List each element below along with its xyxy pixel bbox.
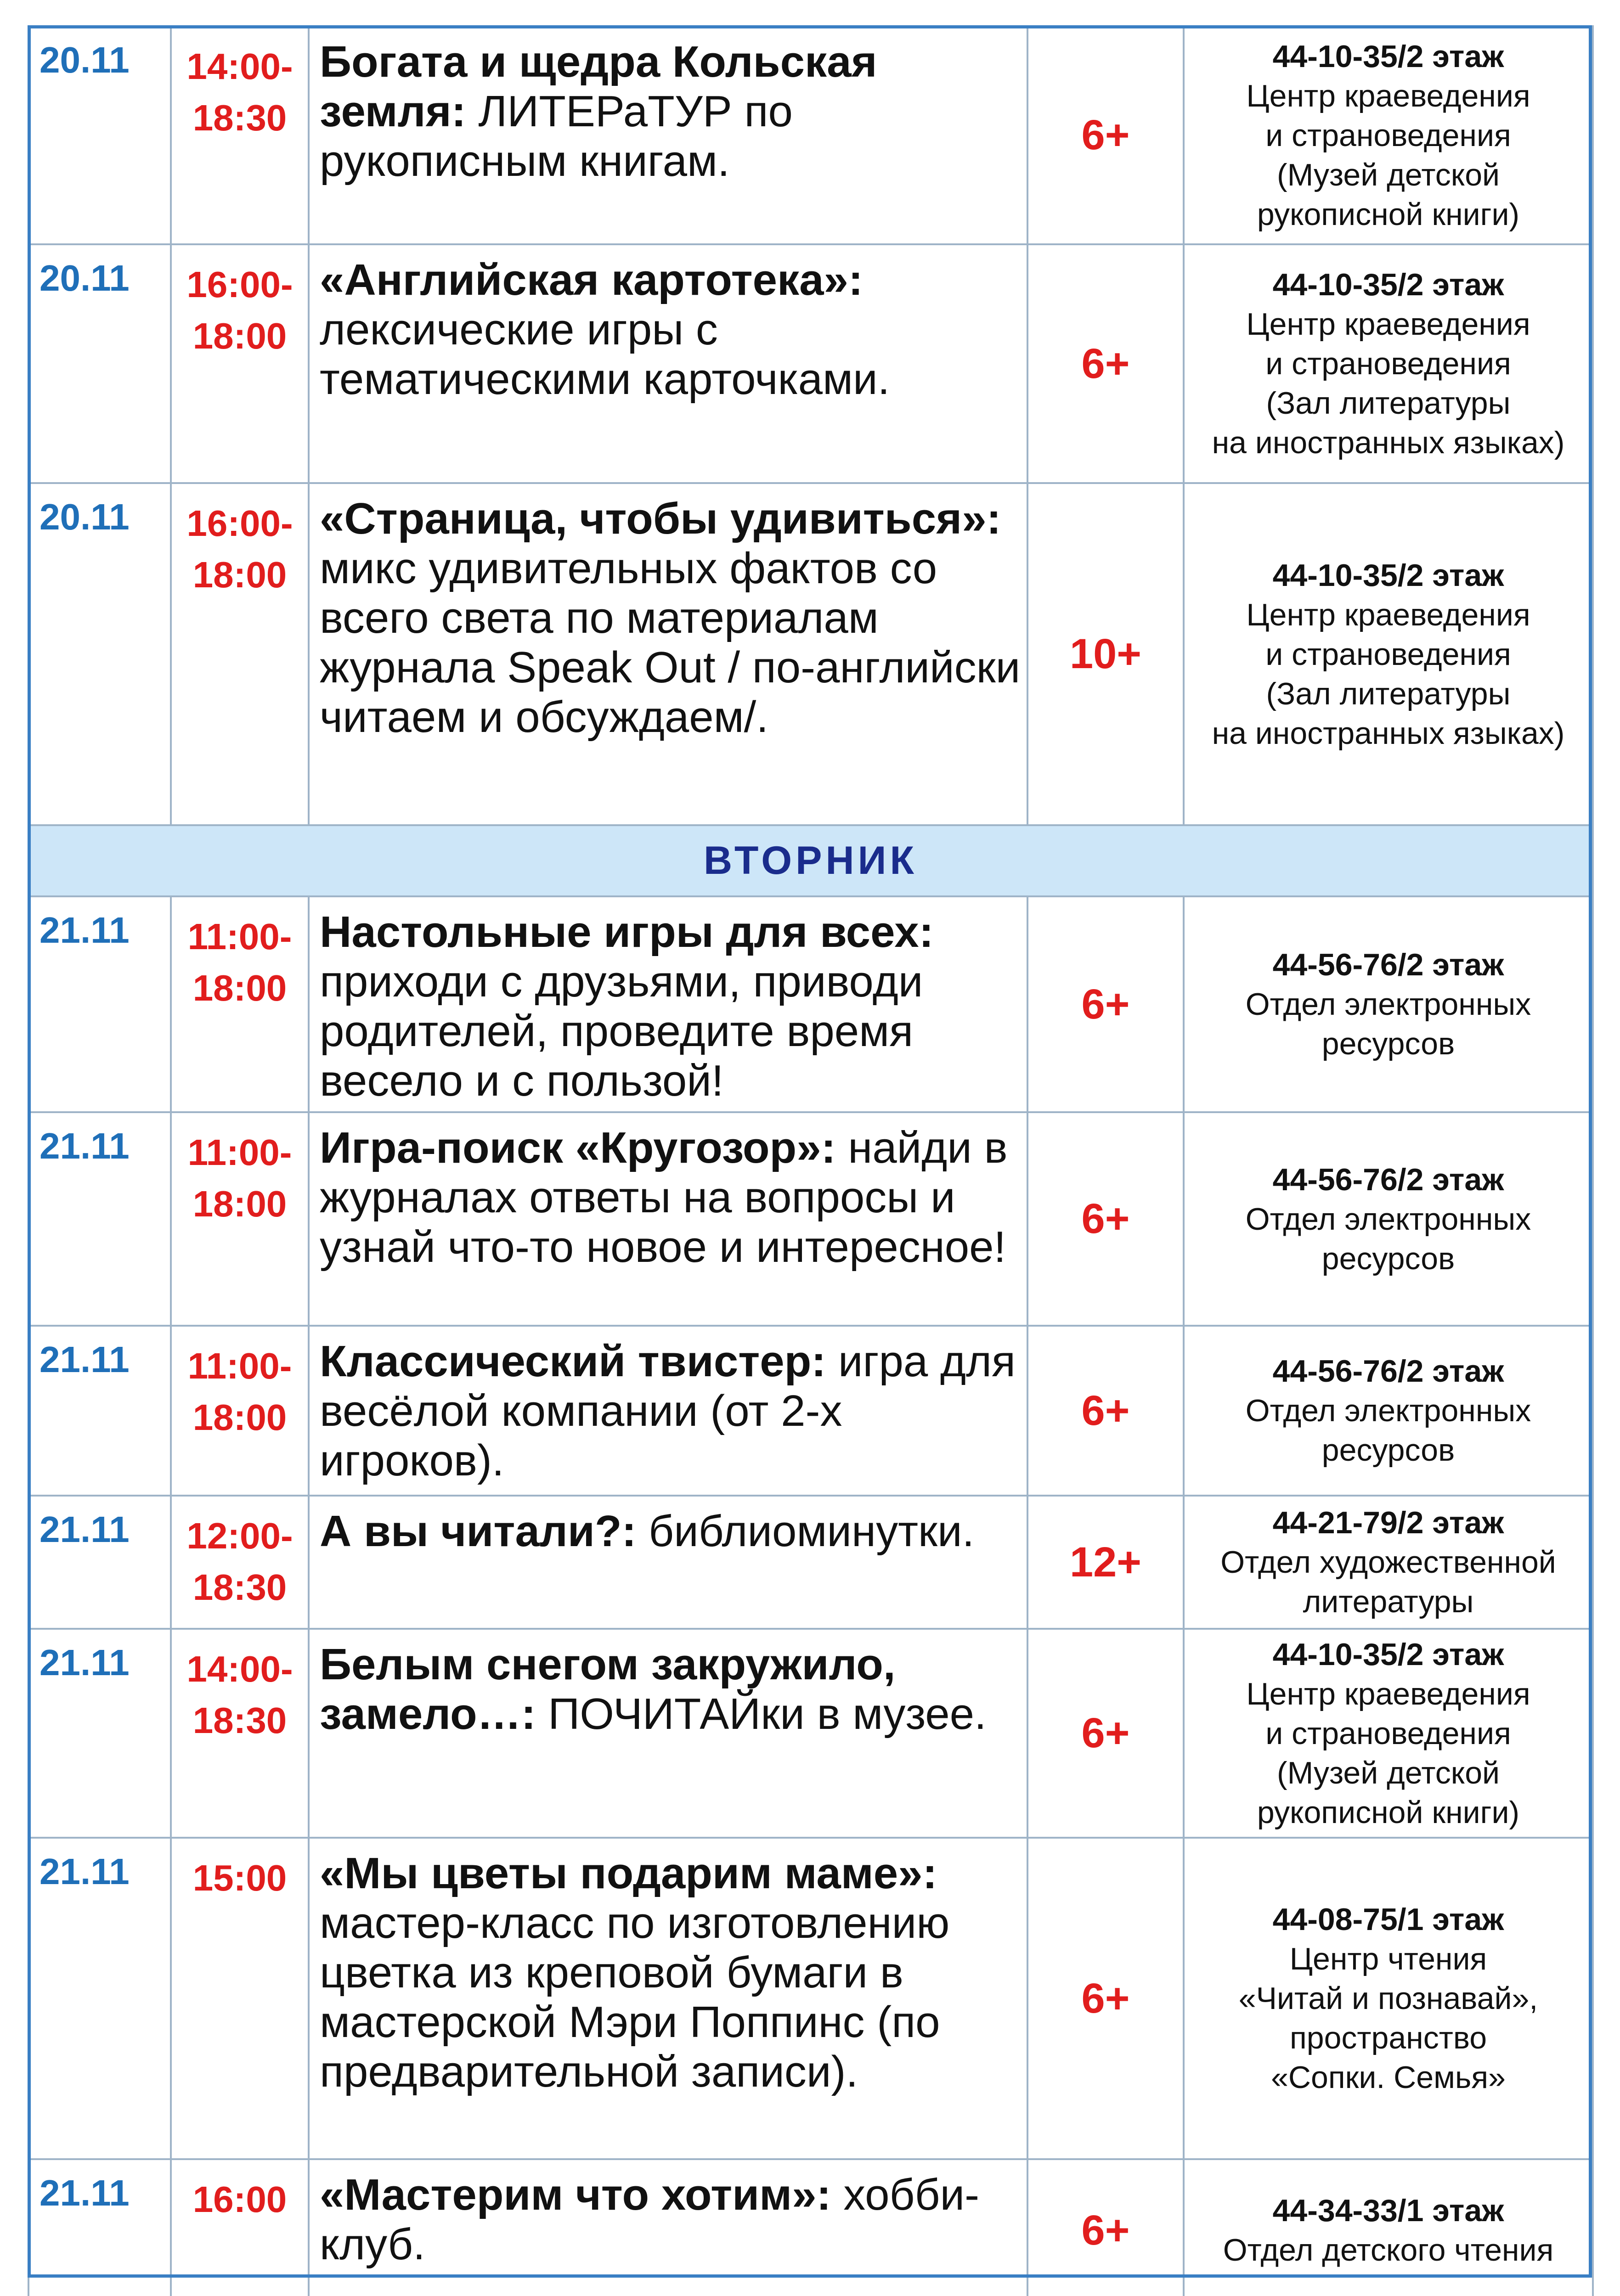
age-rating: 6+ xyxy=(1027,26,1184,244)
location-line: Центр чтения xyxy=(1289,1941,1487,1976)
location-line: Отдел электронных xyxy=(1245,1201,1531,1237)
location-line: Отдел электронных xyxy=(1245,987,1531,1022)
location-line: (Зал литературы xyxy=(1266,676,1511,711)
location-line: Отдел электронных xyxy=(1245,1393,1531,1428)
contact-phone: 44-56-76/2 этаж xyxy=(1272,1162,1504,1197)
location-line: Центр краеведения xyxy=(1246,597,1530,632)
location-line: и страноведения xyxy=(1265,118,1511,153)
event-details: приходи с друзьями, приводи родителей, проведите время весело и с пользой! xyxy=(320,957,923,1105)
age-rating: 6+ xyxy=(1027,1326,1184,1496)
event-details: микс удивительных фактов со всего света по материалам журнала Speak Out / по-английски читаем и обсуждаем/. xyxy=(320,544,1021,742)
age-rating: 6+ xyxy=(1027,1838,1184,2159)
location-line: рукописной книги) xyxy=(1257,197,1520,232)
event-title: Белым снегом закружило, замело…: xyxy=(320,1640,896,1739)
contact-phone: 44-10-35/2 этаж xyxy=(1272,557,1504,593)
event-date: 21.11 xyxy=(28,1496,171,1629)
age-rating: 6+ xyxy=(1027,1629,1184,1838)
location-line: литературы xyxy=(1303,1584,1474,1619)
event-date: 20.11 xyxy=(28,483,171,825)
event-title: «Мы цветы подарим маме»: xyxy=(320,1849,937,1898)
location-line: и страноведения xyxy=(1265,346,1511,381)
contact-phone: 44-56-76/2 этаж xyxy=(1272,1354,1504,1389)
location-line: рукописной книги) xyxy=(1257,1795,1520,1830)
location-line: ресурсов xyxy=(1321,1026,1455,1061)
age-rating: 6+ xyxy=(1027,244,1184,483)
event-date: 20.11 xyxy=(28,244,171,483)
contact-phone: 44-08-75/1 этаж xyxy=(1272,1902,1504,1937)
location-line: «Читай и познавай», xyxy=(1238,1981,1538,2016)
contact-phone: 44-34-33/1 этаж xyxy=(1272,2193,1504,2228)
location-line: и страноведения xyxy=(1265,636,1511,672)
location-line: Отдел детского чтения xyxy=(1223,2233,1554,2268)
event-details: найди в журналах ответы на вопросы и узнай что-то новое и интересное! xyxy=(320,1123,1008,1272)
contact-phone: 44-21-79/2 этаж xyxy=(1272,1505,1504,1540)
event-time-part: 18:00 xyxy=(192,315,287,356)
event-time-part: 18:00 xyxy=(192,554,287,595)
event-details: хобби-клуб. xyxy=(320,2170,980,2269)
day-header: ВТОРНИК xyxy=(28,825,1593,896)
event-time-part: 18:00 xyxy=(192,968,287,1008)
age-rating: 10+ xyxy=(1027,483,1184,825)
event-time-part: 18:00 xyxy=(192,1397,287,1438)
event-date: 21.11 xyxy=(28,1629,171,1838)
event-date: 21.11 xyxy=(28,896,171,1112)
event-date: 20.11 xyxy=(28,26,171,244)
location-line: (Музей детской xyxy=(1276,157,1500,192)
event-title: Классический твистер: xyxy=(320,1337,826,1386)
event-time-part: 15:00 xyxy=(192,1857,287,1898)
event-time-part: 11:00- xyxy=(187,1345,292,1386)
event-title: Богата и щедра Кольская земля: xyxy=(320,37,877,136)
event-title: А вы читали?: xyxy=(320,1507,637,1556)
location-line: Центр краеведения xyxy=(1246,307,1530,342)
table-frame xyxy=(28,25,1592,2278)
event-details: ЛИТЕРаТУР по рукописным книгам. xyxy=(320,87,793,186)
contact-phone: 44-56-76/2 этаж xyxy=(1272,947,1504,982)
event-time-part: 16:00 xyxy=(192,2179,287,2220)
location-line: ресурсов xyxy=(1321,1241,1455,1276)
location-line: и страноведения xyxy=(1265,1716,1511,1751)
event-time-part: 11:00- xyxy=(187,1132,292,1173)
event-time-part: 18:30 xyxy=(192,97,287,138)
location-line: «Сопки. Семья» xyxy=(1271,2060,1506,2095)
event-time-part: 18:00 xyxy=(192,1183,287,1224)
location-line: ресурсов xyxy=(1321,1433,1455,1468)
location-line: (Зал литературы xyxy=(1266,386,1511,421)
age-rating: 12+ xyxy=(1027,1496,1184,1629)
event-time-part: 18:30 xyxy=(192,1700,287,1741)
event-title: «Мастерим что хотим»: xyxy=(320,2170,831,2219)
event-title: Настольные игры для всех: xyxy=(320,907,934,957)
event-title: «Страница, чтобы удивиться»: xyxy=(320,494,1001,543)
event-date: 21.11 xyxy=(28,2159,171,2296)
event-time-part: 16:00- xyxy=(186,503,293,544)
contact-phone: 44-10-35/2 этаж xyxy=(1272,39,1504,74)
location-line: пространство xyxy=(1289,2020,1487,2055)
event-time-part: 12:00- xyxy=(186,1515,293,1556)
event-time-part: 14:00- xyxy=(186,46,293,87)
event-details: лексические игры с тематическими карточками. xyxy=(320,305,890,404)
age-rating: 6+ xyxy=(1027,2159,1184,2296)
age-rating: 6+ xyxy=(1027,1112,1184,1326)
location-line: на иностранных языках) xyxy=(1212,715,1565,751)
event-time-part: 16:00- xyxy=(186,264,293,305)
event-details: мастер-класс по изготовлению цветка из креповой бумаги в мастерской Мэри Поппинс (по предварительной записи). xyxy=(320,1898,950,2096)
event-details: библиоминутки. xyxy=(636,1507,975,1556)
event-date: 21.11 xyxy=(28,1112,171,1326)
event-date: 21.11 xyxy=(28,1838,171,2159)
event-details: игра для весёлой компании (от 2-х игроков). xyxy=(320,1337,1016,1485)
event-time-part: 11:00- xyxy=(187,916,292,957)
location-line: (Музей детской xyxy=(1276,1755,1500,1790)
contact-phone: 44-10-35/2 этаж xyxy=(1272,1637,1504,1672)
event-time-part: 14:00- xyxy=(186,1649,293,1689)
location-line: на иностранных языках) xyxy=(1212,425,1565,460)
event-title: «Английская картотека»: xyxy=(320,255,863,304)
location-line: Центр краеведения xyxy=(1246,1676,1530,1711)
event-title: Игра-поиск «Кругозор»: xyxy=(320,1123,836,1172)
event-time-part: 18:30 xyxy=(192,1567,287,1608)
contact-phone: 44-10-35/2 этаж xyxy=(1272,267,1504,302)
event-date: 21.11 xyxy=(28,1326,171,1496)
event-details: ПОЧИТАЙки в музее. xyxy=(536,1689,987,1739)
age-rating: 6+ xyxy=(1027,896,1184,1112)
location-line: Центр краеведения xyxy=(1246,78,1530,113)
location-line: Отдел художественной xyxy=(1220,1545,1556,1580)
